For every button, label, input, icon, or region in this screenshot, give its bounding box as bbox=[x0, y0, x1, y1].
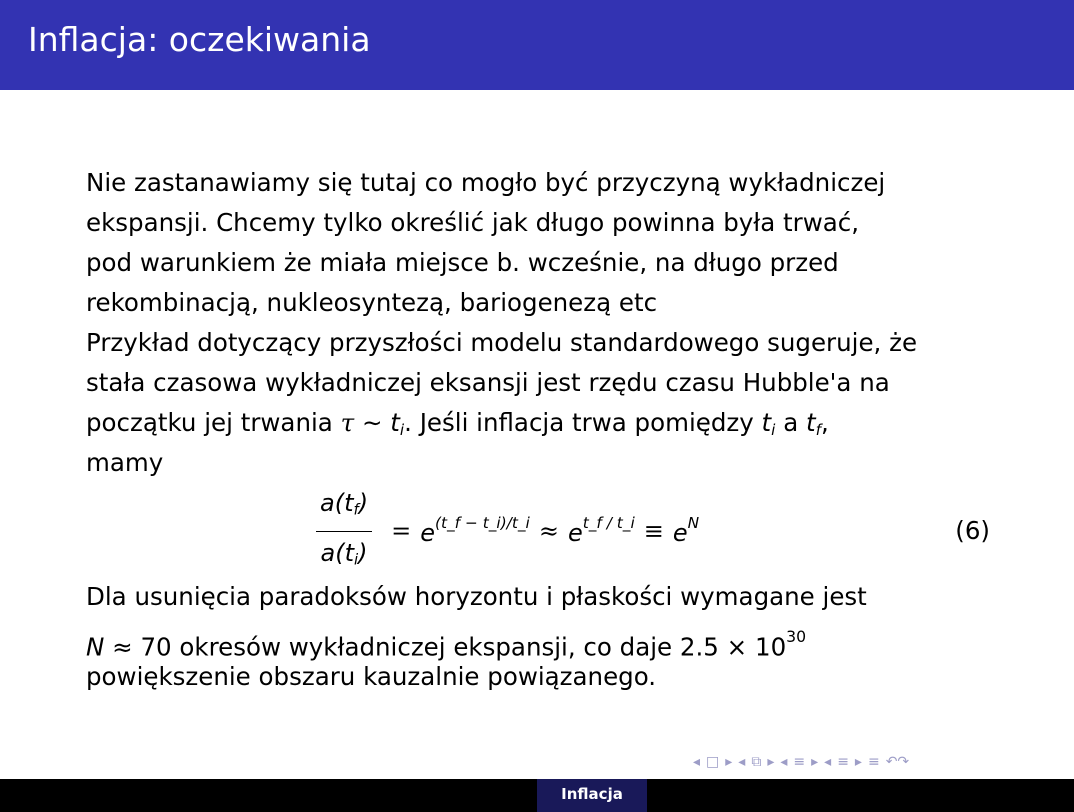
body-line-7-text-c: a bbox=[783, 408, 799, 437]
after-line-2-text: ≈ 70 okresów wykładniczej ekspansji, co daje 2.5 × 10 bbox=[112, 632, 787, 662]
slide-content bbox=[86, 163, 1046, 697]
nav-subsection-icon[interactable]: ≡ bbox=[793, 754, 806, 770]
nav-prev-section-icon[interactable]: ◂ bbox=[824, 754, 832, 770]
equation-number: (6) bbox=[955, 516, 990, 545]
equation-body bbox=[316, 485, 699, 577]
nav-slide-icon[interactable]: □ bbox=[706, 754, 720, 770]
slide-footer bbox=[0, 779, 1074, 812]
nav-search-icon[interactable]: ↶↷ bbox=[885, 754, 910, 770]
footer-label: Inflacja bbox=[561, 785, 623, 803]
body-line-1: Nie zastanawiamy się tutaj co mogło być przyczyną wykładniczej bbox=[86, 168, 886, 197]
body-line-6: stała czasowa wykładniczej eksansji jest rzędu czasu Hubble'a na bbox=[86, 368, 890, 397]
n-symbol: N bbox=[86, 632, 105, 662]
nav-prev-slide-icon[interactable]: ◂ bbox=[693, 754, 701, 770]
body-line-5: Przykład dotyczący przyszłości modelu standardowego sugeruje, że bbox=[86, 328, 918, 357]
nav-prev-subsection-icon[interactable]: ◂ bbox=[780, 754, 788, 770]
power-exponent: 30 bbox=[786, 627, 807, 646]
body-line-7 bbox=[86, 403, 1046, 443]
after-line-2 bbox=[86, 617, 1046, 662]
slide-header bbox=[0, 0, 1074, 90]
nav-next-frame-icon[interactable]: ▸ bbox=[767, 754, 775, 770]
equals-sign: = bbox=[391, 517, 412, 545]
fraction-bar bbox=[316, 531, 372, 532]
body-line-7-comma: , bbox=[820, 408, 829, 437]
exponential-term-2: $e^{t\_f / t\_i}$ bbox=[567, 514, 635, 548]
t-f-symbol: $t_f$ bbox=[806, 408, 821, 439]
fraction-numerator: $a(t_f)$ bbox=[320, 488, 369, 519]
exponential-term-1: $e^{(t\_f - t\_i)/t\_i}$ bbox=[420, 514, 530, 548]
nav-frame-icon[interactable]: ⧉ bbox=[751, 754, 762, 770]
fraction-denominator: $a(t_i)$ bbox=[320, 538, 368, 569]
body-line-4: rekombinacją, nukleosyntezą, bariogenezą etc bbox=[86, 288, 658, 317]
sim-symbol: ∼ bbox=[361, 408, 383, 437]
equation-6 bbox=[86, 485, 1046, 577]
exponential-term-3: $e^N$ bbox=[672, 514, 700, 548]
body-line-7-text-b: . Jeśli inflacja trwa pomiędzy bbox=[404, 408, 754, 437]
t-i-symbol-2: $t_i$ bbox=[761, 408, 776, 439]
nav-section-icon[interactable]: ≡ bbox=[837, 754, 849, 770]
slide-title: Inflacja: oczekiwania bbox=[28, 20, 371, 59]
equation-fraction bbox=[316, 486, 372, 576]
body-line-2: ekspansji. Chcemy tylko określić jak długo powinna była trwać, bbox=[86, 208, 860, 237]
body-line-7-text-a: początku jej trwania bbox=[86, 408, 333, 437]
body-line-3: pod warunkiem że miała miejsce b. wcześnie, na długo przed bbox=[86, 248, 839, 277]
beamer-navigation bbox=[693, 752, 1068, 772]
tau-symbol: τ bbox=[340, 408, 355, 437]
after-line-1: Dla usunięcia paradoksów horyzontu i płaskości wymagane jest bbox=[86, 582, 867, 611]
after-line-3: powiększenie obszaru kauzalnie powiązanego. bbox=[86, 662, 657, 691]
nav-prev-frame-icon[interactable]: ◂ bbox=[738, 754, 746, 770]
nav-next-subsection-icon[interactable]: ▸ bbox=[811, 754, 819, 770]
body-line-8: mamy bbox=[86, 448, 164, 477]
equiv-sign: ≡ bbox=[643, 517, 664, 545]
nav-next-slide-icon[interactable]: ▸ bbox=[725, 754, 733, 770]
nav-toc-icon[interactable]: ≡ bbox=[867, 754, 880, 770]
approx-sign: ≈ bbox=[538, 517, 559, 545]
t-i-symbol: $t_i$ bbox=[390, 408, 405, 439]
nav-next-section-icon[interactable]: ▸ bbox=[854, 754, 862, 770]
